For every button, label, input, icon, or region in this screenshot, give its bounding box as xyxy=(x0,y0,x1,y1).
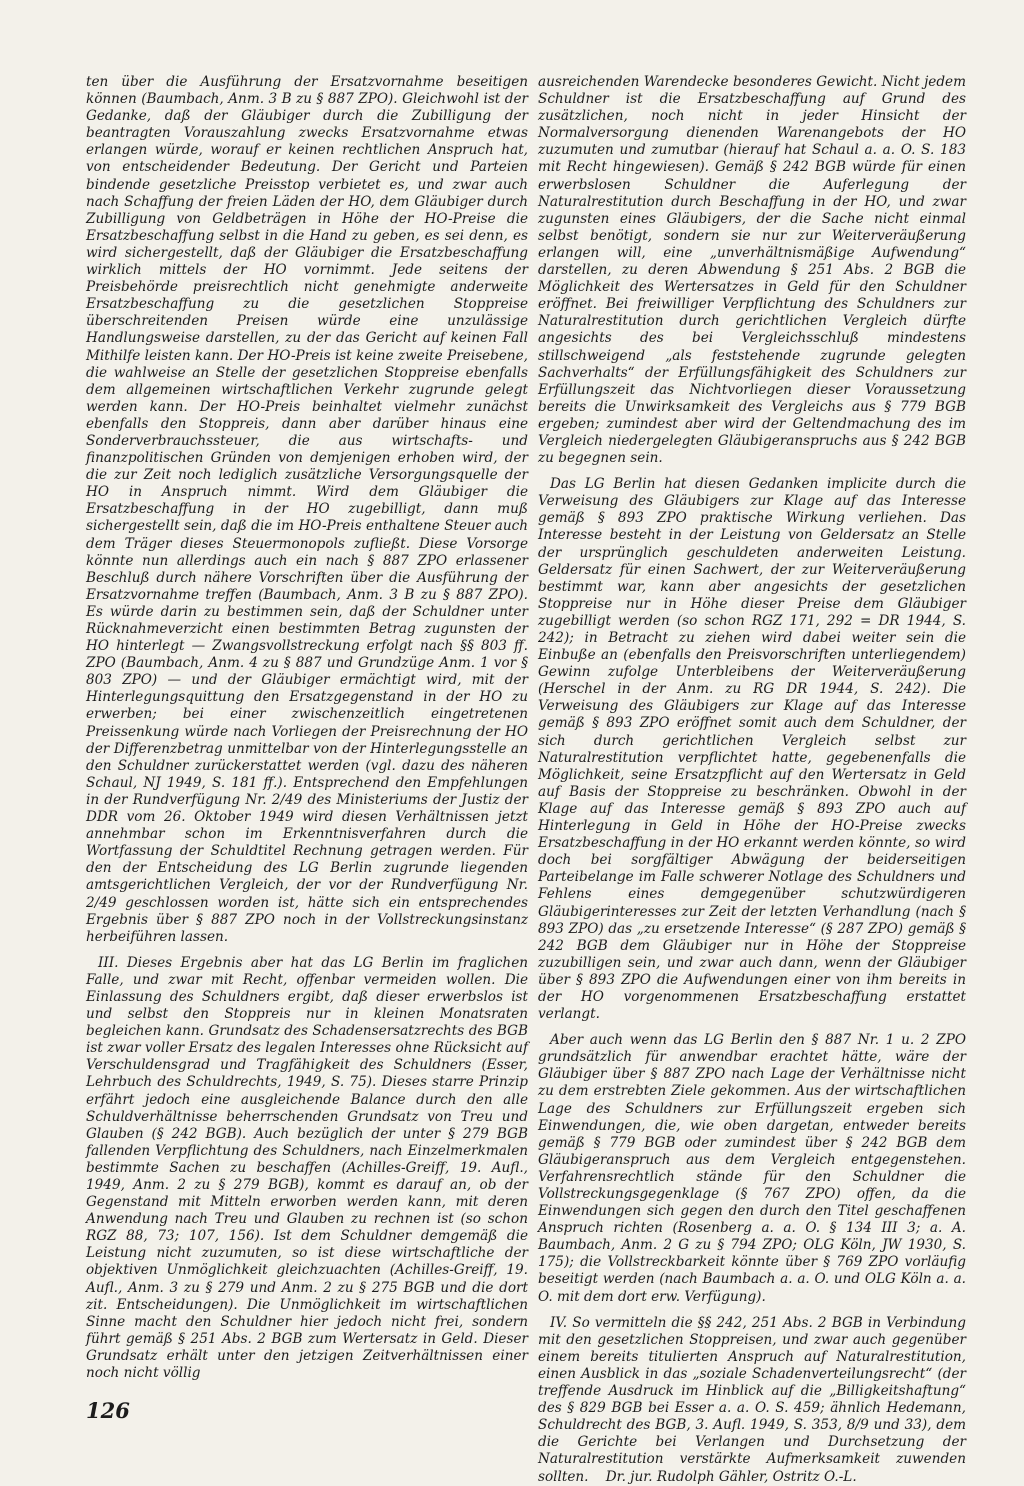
left-text-column xyxy=(86,74,528,1382)
paragraph-text: IV. So vermitteln die §§ 242, 251 Abs. 2 BGB in Verbindung mit den gesetzlichen Stoppreisen, und zwar auch gegenüber einem bereits titulierten Anspruch auf Naturalrestitution, einen Ausblick in das „soziale Schadenverteilungsrecht“ (der treffende Ausdruck im Hinblick auf die „Billigkeitshaftung“ des § 829 BGB bei Esser a. a. O. S. 459; ähnlich Hedemann, Schuldrecht des BGB, 3. Aufl. 1949, S. 353, 8/9 und 33), dem die Gerichte bei Verlangen und Durchsetzung der Naturalrestitution verstärkte Aufmerksamkeit zuwenden sollten. xyxy=(538,1314,966,1485)
paragraph: III. Dieses Ergebnis aber hat das LG Berlin im fraglichen Falle, und zwar mit Recht, offenbar vermeiden wollen. Die Einlassung des Schuldners ergibt, daß dieser erwerbslos ist und selbst den Stoppreis nur in kleinen Monatsraten begleichen kann. Grundsatz des Schadensersatzrechts des BGB ist zwar voller Ersatz des legalen Interesses ohne Rücksicht auf Verschuldensgrad und Tragfähigkeit des Schuldners (Esser, Lehrbuch des Schuldrechts, 1949, S. 75). Dieses starre Prinzip erfährt jedoch eine ausgleichende Balance durch den alle Schuldverhältnisse beherrschenden Grundsatz von Treu und Glauben (§ 242 BGB). Auch bezüglich der unter § 279 BGB fallenden Verpflichtung des Schuldners, nach Einzelmerkmalen bestimmte Sachen zu beschaffen (Achilles-Greiff, 19. Aufl., 1949, Anm. 2 zu § 279 BGB), kommt es darauf an, ob der Gegenstand mit Mitteln erworben werden kann, mit deren Anwendung nach Treu und Glauben zu rechnen ist (so schon RGZ 88, 73; 107, 156). Ist dem Schuldner demgemäß die Leistung nicht zuzumuten, so ist diese wirtschaftliche der objektiven Unmöglichkeit gleichzuachten (Achilles-Greiff, 19. Aufl., Anm. 3 zu § 279 und Anm. 2 zu § 275 BGB und die dort zit. Entscheidungen). Die Unmöglichkeit im wirtschaftlichen Sinne macht den Schuldner hier jedoch nicht frei, sondern führt gemäß § 251 Abs. 2 BGB zum Wertersatz in Geld. Dieser Grundsatz erhält unter den jetzigen Zeitverhältnissen einer noch nicht völlig xyxy=(86,954,528,1382)
page-number: 126 xyxy=(86,1398,130,1423)
author-signature: Dr. jur. Rudolph Gähler, Ostritz O.-L. xyxy=(605,1468,857,1485)
paragraph: Aber auch wenn das LG Berlin den § 887 Nr. 1 u. 2 ZPO grundsätzlich für anwendbar erachtet hätte, wäre der Gläubiger über § 887 ZPO nach Lage der Verhältnisse nicht zu dem erstrebten Ziele gekommen. Aus der wirtschaftlichen Lage des Schuldners zur Erfüllungszeit ergeben sich Einwendungen, die, wie oben dargetan, entweder bereits gemäß § 779 BGB oder zumindest über § 242 BGB dem Gläubigeranspruch aus dem Vergleich entgegenstehen. Verfahrensrechtlich stände für den Schuldner die Vollstreckungsgegenklage (§ 767 ZPO) offen, da die Einwendungen sich gegen den durch den Titel geschaffenen Anspruch richten (Rosenberg a. a. O. § 134 III 3; a. A. Baumbach, Anm. 2 G zu § 794 ZPO; OLG Köln, JW 1930, S. 175); die Vollstreckbarkeit könnte über § 769 ZPO vorläufig beseitigt werden (nach Baumbach a. a. O. und OLG Köln a. a. O. mit dem dort erw. Verfügung). xyxy=(538,1032,966,1305)
paragraph: ausreichenden Warendecke besonderes Gewicht. Nicht jedem Schuldner ist die Ersatzbeschaffung auf Grund des zusätzlichen, noch nicht in jeder Hinsicht der Normalversorgung dienenden Warenangebots der HO zuzumuten und zumutbar (hierauf hat Schaul a. a. O. S. 183 mit Recht hingewiesen). Gemäß § 242 BGB würde für einen erwerbslosen Schuldner die Auferlegung der Naturalrestitution durch Beschaffung in der HO, und zwar zugunsten eines Gläubigers, der die Sache nicht einmal selbst benötigt, sondern sie nur zur Weiterveräußerung erlangen will, eine „unverhältnismäßige Aufwendung“ darstellen, zu deren Abwendung § 251 Abs. 2 BGB die Möglichkeit des Wertersatzes in Geld für den Schuldner eröffnet. Bei freiwilliger Verpflichtung des Schuldners zur Naturalrestitution durch gerichtlichen Vergleich dürfte angesichts des bei Vergleichsschluß mindestens stillschweigend „als feststehende zugrunde gelegten Sachverhalts“ der Erfüllungsfähigkeit des Schuldners zur Erfüllungszeit das Nichtvorliegen dieser Voraussetzung bereits die Unwirksamkeit des Vergleichs aus § 779 BGB ergeben; zumindest aber wird der Geltendmachung des im Vergleich niedergelegten Gläubigeranspruchs aus § 242 BGB zu begegnen sein. xyxy=(538,74,966,467)
right-text-column xyxy=(538,74,966,1486)
paragraph: Das LG Berlin hat diesen Gedanken implicite durch die Verweisung des Gläubigers zur Klage auf das Interesse gemäß § 893 ZPO praktische Wirkung verliehen. Das Interesse besteht in der Leistung von Geldersatz an Stelle der ursprünglich geschuldeten anderweiten Leistung. Geldersatz für einen Sachwert, der zur Weiterveräußerung bestimmt war, kann aber angesichts der gesetzlichen Stoppreise nur in Höhe dieser Preise dem Gläubiger zugebilligt werden (so schon RGZ 171, 292 = DR 1944, S. 242); in Betracht zu ziehen wird dabei weiter sein die Einbuße an (ebenfalls den Preisvorschriften unterliegendem) Gewinn zufolge Unterbleibens der Weiterveräußerung (Herschel in der Anm. zu RG DR 1944, S. 242). Die Verweisung des Gläubigers zur Klage auf das Interesse gemäß § 893 ZPO eröffnet somit auch dem Schuldner, der sich durch gerichtlichen Vergleich selbst zur Naturalrestitution verpflichtet hatte, gegebenenfalls die Möglichkeit, seine Ersatzpflicht auf den Wertersatz in Geld auf Basis der Stoppreise zu beschränken. Obwohl in der Klage auf das Interesse gemäß § 893 ZPO auch auf Hinterlegung in Geld in Höhe der HO-Preise zwecks Ersatzbeschaffung in der HO erkannt werden könnte, so wird doch bei sorgfältiger Abwägung der beiderseitigen Parteibelange im Falle schwerer Notlage des Schuldners und Fehlens eines demgegenüber schutzwürdigeren Gläubigerinteresses zur Zeit der letzten Verhandlung (nach § 893 ZPO) das „zu ersetzende Interesse“ (§ 287 ZPO) gemäß § 242 BGB dem Gläubiger nur in Höhe der Stoppreise zuzubilligen sein, und zwar auch dann, wenn der Gläubiger über § 893 ZPO die Aufwendungen einer von ihm bereits in der HO vorgenommenen Ersatzbeschaffung erstattet verlangt. xyxy=(538,476,966,1023)
paragraph: ten über die Ausführung der Ersatzvornahme beseitigen können (Baumbach, Anm. 3 B zu § 887 ZPO). Gleichwohl ist der Gedanke, daß der Gläubiger durch die Zubilligung der beantragten Vorauszahlung zwecks Ersatzvornahme etwas erlangen würde, worauf er keinen rechtlichen Anspruch hat, von entscheidender Bedeutung. Der Gericht und Parteien bindende gesetzliche Preisstop verbietet es, und zwar auch nach Schaffung der freien Läden der HO, dem Gläubiger durch Zubilligung von Geldbeträgen in Höhe der HO-Preise die Ersatzbeschaffung selbst in die Hand zu geben, es sei denn, es wird sichergestellt, daß der Gläubiger die Ersatzbeschaffung wirklich mittels der HO vornimmt. Jede seitens der Preisbehörde preisrechtlich nicht genehmigte anderweite Ersatzbeschaffung zu die gesetzlichen Stoppreise überschreitenden Preisen würde eine unzulässige Handlungsweise darstellen, zu der das Gericht auf keinen Fall Mithilfe leisten kann. Der HO-Preis ist keine zweite Preisebene, die wahlweise an Stelle der gesetzlichen Stoppreise ebenfalls dem allgemeinen wirtschaftlichen Verkehr zugrunde gelegt werden kann. Der HO-Preis beinhaltet vielmehr zunächst ebenfalls den Stoppreis, dann aber darüber hinaus eine Sonderverbrauchssteuer, die aus wirtschafts- und finanzpolitischen Gründen von demjenigen erhoben wird, der die zur Zeit noch lediglich zusätzliche Versorgungsquelle der HO in Anspruch nimmt. Wird dem Gläubiger die Ersatzbeschaffung in der HO zugebilligt, dann muß sichergestellt sein, daß die im HO-Preis enthaltene Steuer auch dem Träger dieses Steuermonopols zufließt. Diese Vorsorge könnte nun allerdings auch ein nach § 887 ZPO erlassener Beschluß durch nähere Vorschriften über die Ausführung der Ersatzvornahme treffen (Baumbach, Anm. 3 B zu § 887 ZPO). Es würde darin zu bestimmen sein, daß der Schuldner unter Rücknahmeverzicht einen bestimmten Betrag zugunsten der HO hinterlegt — Zwangsvollstreckung erfolgt nach §§ 803 ff. ZPO (Baumbach, Anm. 4 zu § 887 und Grundzüge Anm. 1 vor § 803 ZPO) — und der Gläubiger ermächtigt wird, mit der Hinterlegungsquittung den Ersatzgegenstand in der HO zu erwerben; bei einer zwischenzeitlich eingetretenen Preissenkung würde nach Vorliegen der Preisrechnung der HO der Differenzbetrag unmittelbar von der Hinterlegungsstelle an den Schuldner zurückerstattet werden (vgl. dazu des näheren Schaul, NJ 1949, S. 181 ff.). Entsprechend den Empfehlungen in der Rundverfügung Nr. 2/49 des Ministeriums der Justiz der DDR vom 26. Oktober 1949 wird diesen Verhältnissen jetzt annehmbar schon im Erkenntnisverfahren durch die Wortfassung der Schuldtitel Rechnung getragen werden. Für den der Entscheidung des LG Berlin zugrunde liegenden amtsgerichtlichen Vergleich, der vor der Rundverfügung Nr. 2/49 geschlossen worden ist, hätte sich ein entsprechendes Ergebnis über § 887 ZPO noch in der Vollstreckungsinstanz herbeiführen lassen. xyxy=(86,74,528,945)
paragraph xyxy=(538,1315,966,1486)
